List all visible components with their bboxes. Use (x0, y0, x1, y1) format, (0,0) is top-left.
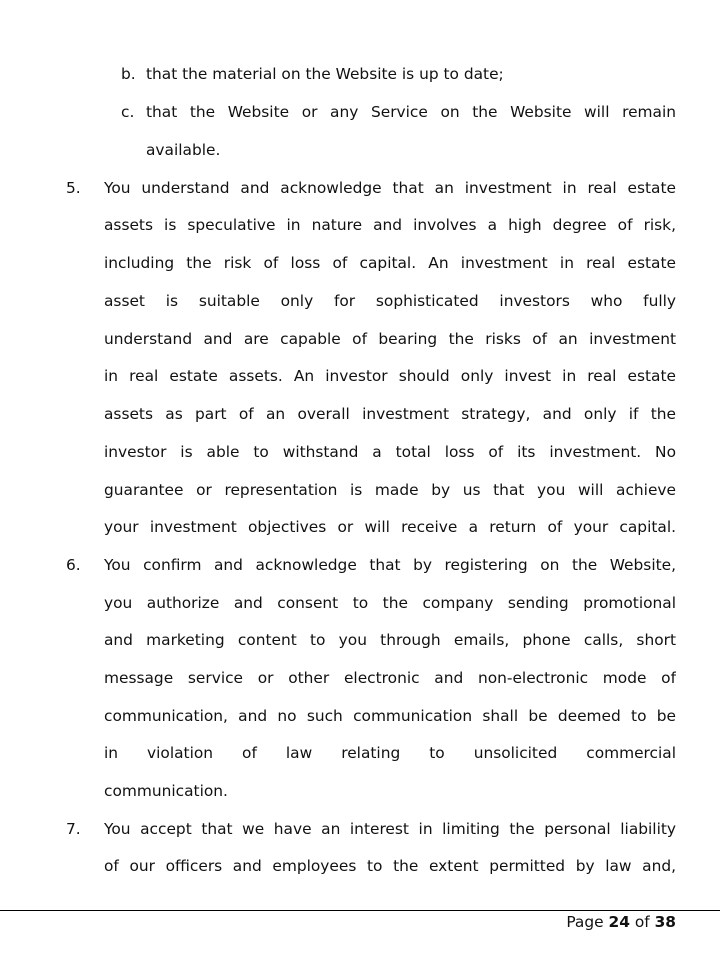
item5-line: asset is suitable only for sophisticated investors who fully (104, 292, 676, 310)
item5-line: guarantee or representation is made by us that you will achieve (104, 481, 676, 499)
item6-line: message service or other electronic and non-electronic mode of (104, 669, 676, 687)
item6-line: and marketing content to you through emails, phone calls, short (104, 631, 676, 649)
page-footer (566, 911, 676, 933)
item6-line: communication, and no such communication shall be deemed to be (104, 707, 676, 725)
item6-line: in violation of law relating to unsolicited commercial (104, 744, 676, 762)
item-number-5: 5. (66, 179, 81, 197)
item6-line: communication. (104, 782, 228, 800)
item5-line: investor is able to withstand a total loss of its investment. No (104, 443, 676, 461)
list-marker-b: b. (121, 65, 136, 83)
current-page-number: 24 (608, 913, 630, 931)
item6-line: you authorize and consent to the company sending promotional (104, 594, 676, 612)
item-number-7: 7. (66, 820, 81, 838)
item7-line: of our officers and employees to the extent permitted by law and, (104, 857, 676, 875)
item5-line: You understand and acknowledge that an investment in real estate (104, 179, 676, 197)
item5-line: assets is speculative in nature and involves a high degree of risk, (104, 216, 676, 234)
item5-line: your investment objectives or will receive a return of your capital. (104, 518, 676, 536)
item5-line: in real estate assets. An investor should only invest in real estate (104, 367, 676, 385)
item-number-6: 6. (66, 556, 81, 574)
list-b-line: that the material on the Website is up to date; (146, 65, 504, 83)
page-label: Page (566, 913, 604, 931)
item5-line: including the risk of loss of capital. An investment in real estate (104, 254, 676, 272)
item5-line: assets as part of an overall investment strategy, and only if the (104, 405, 676, 423)
list-c-line: available. (146, 141, 221, 159)
item6-line: You confirm and acknowledge that by registering on the Website, (104, 556, 676, 574)
item7-line: You accept that we have an interest in limiting the personal liability (104, 820, 676, 838)
list-marker-c: c. (121, 103, 135, 121)
total-pages-number: 38 (654, 913, 676, 931)
list-c-line: that the Website or any Service on the Website will remain (146, 103, 676, 121)
item5-line: understand and are capable of bearing the risks of an investment (104, 330, 676, 348)
of-label: of (634, 913, 650, 931)
